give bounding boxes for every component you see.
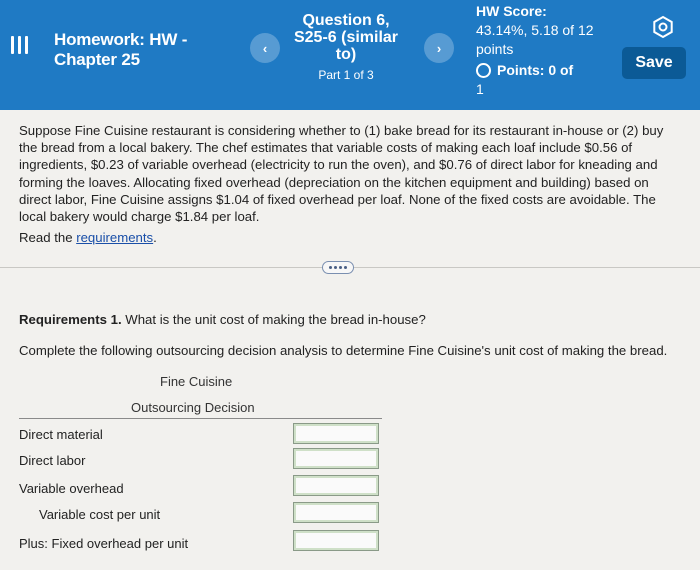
table-header-rule [19,418,382,419]
row-label-variable-overhead: Variable overhead [19,481,124,496]
points-row [476,61,606,80]
requirement-question [19,312,426,327]
row-label-direct-material: Direct material [19,427,103,442]
hw-score-value: 43.14%, 5.18 of 12 points [476,22,594,57]
read-suffix: . [153,230,157,245]
assignment-title: Homework: HW - Chapter 25 [54,30,188,69]
save-button[interactable]: Save [622,47,686,79]
expand-more-button[interactable] [322,261,354,274]
variable-cost-per-unit-input[interactable] [293,502,379,523]
direct-material-input[interactable] [293,423,379,444]
direct-labor-input[interactable] [293,448,379,469]
read-prefix: Read the [19,230,77,245]
points-label: Points: 0 of [497,62,574,78]
variable-overhead-input[interactable] [293,475,379,496]
requirement-text: What is the unit cost of making the bread in-house? [121,312,426,327]
previous-question-button[interactable]: ‹ [250,33,280,63]
points-circle-icon [476,63,491,78]
requirements-link[interactable]: requirements [76,230,154,245]
instruction-text: Complete the following outsourcing decision analysis to determine Fine Cuisine's unit cost of making the bread. [19,343,668,358]
read-requirements [19,230,157,245]
menu-icon[interactable] [8,32,30,58]
requirement-label: Requirements 1. [19,312,122,327]
question-title: Question 6, S25-6 (similar to) [293,12,399,63]
fixed-overhead-per-unit-input[interactable] [293,530,379,551]
row-label-direct-labor: Direct labor [19,453,86,468]
table-header-company: Fine Cuisine [160,374,233,389]
hw-score-label: HW Score: [476,3,547,19]
score-block [476,2,606,99]
gear-icon[interactable] [651,15,675,39]
problem-statement: Suppose Fine Cuisine restaurant is considering whether to (1) bake bread for its restaurant in-house or (2) buy the bread from a local bakery. The chef estimates that variable costs of making each loaf include $0.56 of ingredients, $0.23 of variable overhead (electricity to run the oven), and $0.76 of direct labor for kneading and forming the loaves. Allocating fixed overhead (depreciation on the kitchen equipment and building) based on direct labor, Fine Cuisine assigns $1.04 of fixed overhead per loaf. None of the fixed costs are avoidable. The local bakery would charge $1.84 per loaf. [19,123,664,225]
table-header-decision: Outsourcing Decision [131,400,255,415]
points-total: 1 [476,81,484,97]
header-bar [0,0,700,110]
row-label-fixed-overhead-per-unit: Plus: Fixed overhead per unit [19,536,189,551]
part-label: Part 1 of 3 [318,68,374,82]
next-question-button[interactable]: › [424,33,454,63]
row-label-variable-cost-per-unit: Variable cost per unit [39,507,161,522]
